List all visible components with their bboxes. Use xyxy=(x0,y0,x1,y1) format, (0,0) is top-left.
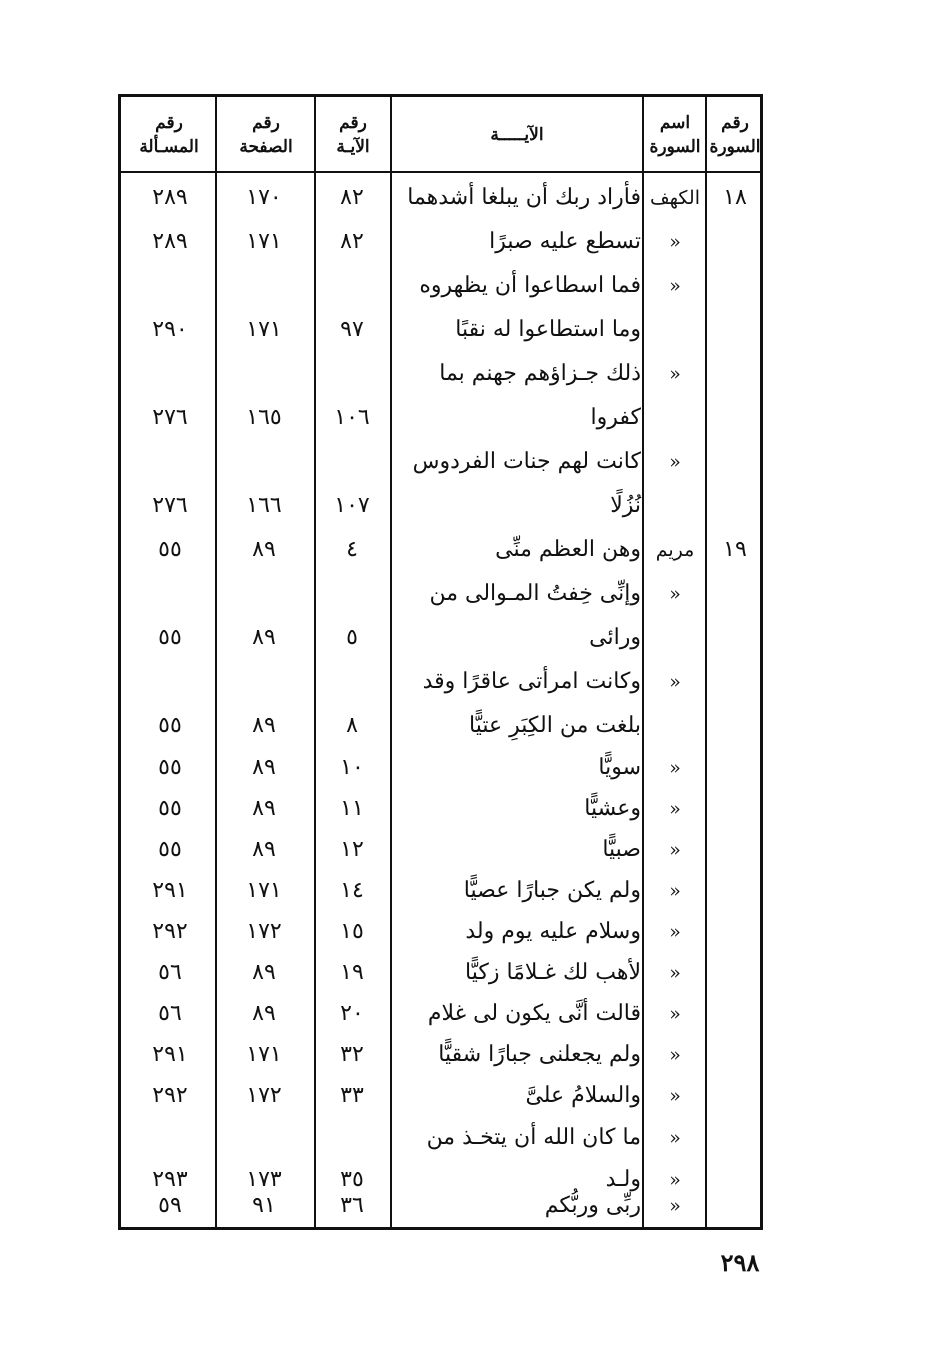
issue-number: ٥٩ xyxy=(158,1193,182,1218)
ayah-text: ذلك جـزاؤهم جهنم بما xyxy=(439,361,641,386)
sura-name: » xyxy=(669,798,681,820)
ayah-number: ١٩ xyxy=(340,960,364,985)
page-number-cell: ١٦٥ xyxy=(246,405,282,430)
ayah-number: ٥ xyxy=(346,625,358,650)
index-table xyxy=(118,94,763,1230)
sura-name xyxy=(645,485,705,527)
sura-name: » xyxy=(669,1127,681,1149)
ayah-text: كانت لهم جنات الفردوس xyxy=(412,449,641,474)
sura-name xyxy=(645,705,705,747)
ayah-number xyxy=(317,265,387,307)
page-number-cell: ١٧٣ xyxy=(246,1167,282,1192)
sura-number xyxy=(707,485,763,527)
issue-number: ٢٩٣ xyxy=(152,1167,188,1192)
sura-number xyxy=(707,870,763,912)
ayah-text: وما استطاعوا له نقبًا xyxy=(455,317,641,342)
ayah-number xyxy=(317,1117,387,1159)
ayah-number: ٨٢ xyxy=(340,185,364,210)
ayah-number xyxy=(317,573,387,615)
issue-number xyxy=(127,265,213,307)
page-number-cell: ٨٩ xyxy=(252,837,276,862)
ayah-text: والسلامُ علىَّ xyxy=(525,1083,641,1108)
issue-number: ٥٥ xyxy=(158,625,182,650)
issue-number xyxy=(127,573,213,615)
page-number-cell: ٨٩ xyxy=(252,755,276,780)
page-number-cell: ٩١ xyxy=(252,1193,276,1218)
table-row xyxy=(121,353,760,395)
page-number-cell: ١٧٠ xyxy=(246,185,282,210)
issue-number: ٥٥ xyxy=(158,713,182,738)
issue-number: ٢٩٢ xyxy=(152,1083,188,1108)
header-text: السورة xyxy=(709,137,761,157)
ayah-number: ٩٧ xyxy=(340,317,364,342)
sura-number xyxy=(707,829,763,871)
issue-number xyxy=(127,441,213,483)
sura-name: » xyxy=(669,921,681,943)
sura-name: » xyxy=(669,880,681,902)
issue-number: ٢٨٩ xyxy=(152,229,188,254)
header-text: رقم xyxy=(155,113,183,133)
page-number-cell xyxy=(219,441,309,483)
sura-number xyxy=(707,353,763,395)
ayah-text: تسطع عليه صبرًا xyxy=(489,229,641,254)
ayah-number: ٨ xyxy=(346,713,358,738)
issue-number xyxy=(127,353,213,395)
issue-number: ٥٥ xyxy=(158,755,182,780)
header-text: الآيـة xyxy=(336,137,370,157)
sura-name: » xyxy=(669,1044,681,1066)
sura-name xyxy=(645,309,705,351)
table-row xyxy=(121,788,760,830)
sura-number xyxy=(707,993,763,1035)
sura-number: ١٨ xyxy=(723,185,747,210)
ayah-text: كفروا xyxy=(590,405,641,430)
issue-number xyxy=(127,1117,213,1159)
ayah-number: ١٢ xyxy=(340,837,364,862)
ayah-number: ١٤ xyxy=(340,878,364,903)
sura-name: » xyxy=(669,1195,681,1217)
table-row xyxy=(121,829,760,871)
page-number-cell: ١٧١ xyxy=(246,317,282,342)
issue-number: ٥٥ xyxy=(158,537,182,562)
issue-number: ٢٨٩ xyxy=(152,185,188,210)
sura-name: » xyxy=(669,1169,681,1191)
page-number-cell: ٨٩ xyxy=(252,625,276,650)
sura-name: » xyxy=(669,231,681,253)
sura-name: » xyxy=(669,671,681,693)
table-row xyxy=(121,573,760,615)
sura-number: ١٩ xyxy=(723,537,747,562)
header-issue-number xyxy=(123,111,215,159)
issue-number: ٢٧٦ xyxy=(152,493,188,518)
table-row xyxy=(121,747,760,789)
issue-number: ٢٩١ xyxy=(152,1042,188,1067)
table-row xyxy=(121,529,760,571)
sura-number xyxy=(707,309,763,351)
header-ayah-number xyxy=(316,111,390,159)
header-rule xyxy=(121,171,760,173)
ayah-number: ١٠ xyxy=(340,755,364,780)
sura-number xyxy=(707,1117,763,1159)
ayah-text: صبيًّا xyxy=(602,837,641,862)
page-number-cell: ١٧٢ xyxy=(246,1083,282,1108)
ayah-number: ٤ xyxy=(346,537,358,562)
ayah-text: وهن العظم منِّى xyxy=(495,537,641,562)
ayah-text: ما كان الله أن يتخـذ من xyxy=(426,1125,641,1150)
ayah-number: ٣٦ xyxy=(340,1193,364,1218)
page-number-cell xyxy=(219,661,309,703)
sura-number xyxy=(707,221,763,263)
page-number-cell: ٨٩ xyxy=(252,960,276,985)
sura-number xyxy=(707,747,763,789)
page-number-cell: ١٦٦ xyxy=(246,493,282,518)
sura-name xyxy=(645,617,705,659)
header-text: المسـألة xyxy=(139,137,199,157)
header-text: الصفحة xyxy=(239,137,293,157)
issue-number: ٥٦ xyxy=(158,960,182,985)
header-text: رقم xyxy=(339,113,367,133)
table-row xyxy=(121,705,760,747)
page-number-cell: ١٧١ xyxy=(246,229,282,254)
sura-name: » xyxy=(669,1085,681,1107)
table-row xyxy=(121,485,760,527)
page-number-cell xyxy=(219,353,309,395)
page-number-cell xyxy=(219,265,309,307)
issue-number: ٥٥ xyxy=(158,796,182,821)
table-row xyxy=(121,870,760,912)
ayah-number: ٣٣ xyxy=(340,1083,364,1108)
issue-number: ٥٥ xyxy=(158,837,182,862)
sura-number xyxy=(707,911,763,953)
sura-name: » xyxy=(669,1003,681,1025)
sura-number xyxy=(707,788,763,830)
table-row xyxy=(121,617,760,659)
sura-name: الكهف xyxy=(650,187,700,209)
sura-number xyxy=(707,661,763,703)
table-row xyxy=(121,1034,760,1076)
table-row xyxy=(121,1075,760,1117)
sura-name: » xyxy=(669,583,681,605)
ayah-number: ١٠٦ xyxy=(334,405,370,430)
ayah-number: ٣٢ xyxy=(340,1042,364,1067)
sura-name: مريم xyxy=(655,539,695,561)
page-number-cell: ٨٩ xyxy=(252,713,276,738)
table-row xyxy=(121,265,760,307)
page-number: ٢٩٨ xyxy=(720,1248,760,1277)
ayah-number: ١٥ xyxy=(340,919,364,944)
ayah-text: وإنِّى خِفتُ المـوالى من xyxy=(429,581,641,606)
ayah-number xyxy=(317,441,387,483)
sura-number xyxy=(707,1034,763,1076)
ayah-text: ورائى xyxy=(589,625,641,650)
ayah-text: ولم يكن جبارًا عصيًّا xyxy=(463,878,641,903)
ayah-number xyxy=(317,661,387,703)
table-row xyxy=(121,221,760,263)
ayah-number: ٣٥ xyxy=(340,1167,364,1192)
table-row xyxy=(121,911,760,953)
header-page-number xyxy=(217,111,315,159)
ayah-text: لأهب لك غـلامًا زكيًّا xyxy=(465,960,641,985)
ayah-number: ٢٠ xyxy=(340,1001,364,1026)
sura-number xyxy=(707,617,763,659)
header-sura-name xyxy=(644,111,706,159)
table-row xyxy=(121,397,760,439)
page-number-cell: ١٧١ xyxy=(246,1042,282,1067)
ayah-number xyxy=(317,353,387,395)
sura-number xyxy=(707,265,763,307)
ayah-text: وسلام عليه يوم ولد xyxy=(465,919,641,944)
page-number-cell: ١٧٢ xyxy=(246,919,282,944)
ayah-text: وعشيًّا xyxy=(584,796,641,821)
header-text: رقم xyxy=(721,113,749,133)
sura-number xyxy=(707,397,763,439)
ayah-text: وكانت امرأتى عاقرًا وقد xyxy=(422,669,641,694)
table-row xyxy=(121,952,760,994)
table-row xyxy=(121,309,760,351)
page-number-cell: ٨٩ xyxy=(252,1001,276,1026)
ayah-number: ٨٢ xyxy=(340,229,364,254)
ayah-number: ١١ xyxy=(340,796,364,821)
issue-number xyxy=(127,661,213,703)
table-row xyxy=(121,1185,760,1227)
table-row xyxy=(121,441,760,483)
ayah-text: سويًّا xyxy=(598,755,641,780)
sura-number xyxy=(707,952,763,994)
ayah-text: بلغت من الكِبَرِ عتيًّا xyxy=(469,713,641,738)
page-number-cell: ١٧١ xyxy=(246,878,282,903)
page-number-cell: ٨٩ xyxy=(252,537,276,562)
sura-number xyxy=(707,573,763,615)
issue-number: ٥٦ xyxy=(158,1001,182,1026)
ayah-text: فما اسطاعوا أن يظهروه xyxy=(419,273,641,298)
table-row xyxy=(121,661,760,703)
header-text: اسم xyxy=(659,113,691,133)
header-ayah xyxy=(392,123,642,147)
issue-number: ٢٧٦ xyxy=(152,405,188,430)
page-number-cell: ٨٩ xyxy=(252,796,276,821)
sura-number xyxy=(707,1185,763,1227)
sura-number xyxy=(707,441,763,483)
header-text: رقم xyxy=(252,113,280,133)
sura-name: » xyxy=(669,962,681,984)
issue-number: ٢٩٢ xyxy=(152,919,188,944)
sura-name xyxy=(645,397,705,439)
ayah-text: فأراد ربك أن يبلغا أشدهما xyxy=(407,185,641,210)
ayah-text: ولم يجعلنى جبارًا شقيًّا xyxy=(438,1042,641,1067)
header-text: السورة xyxy=(649,137,701,157)
sura-name: » xyxy=(669,839,681,861)
table-row xyxy=(121,993,760,1035)
ayah-text: نُزُلًا xyxy=(610,493,641,518)
ayah-text: ربِّى وربُّكم xyxy=(544,1193,641,1218)
issue-number: ٢٩١ xyxy=(152,878,188,903)
ayah-number: ١٠٧ xyxy=(334,493,370,518)
table-row xyxy=(121,177,760,219)
ayah-text: ولـد xyxy=(605,1167,641,1192)
sura-name: » xyxy=(669,757,681,779)
sura-name: » xyxy=(669,451,681,473)
issue-number: ٢٩٠ xyxy=(152,317,188,342)
table-row xyxy=(121,1117,760,1159)
header-text: الآيـــــة xyxy=(490,125,544,145)
page-number-cell xyxy=(219,1117,309,1159)
ayah-text: قالت أنَّى يكون لى غلام xyxy=(427,1001,641,1026)
page-number-cell xyxy=(219,573,309,615)
header-sura-number xyxy=(707,111,763,159)
sura-name: » xyxy=(669,275,681,297)
sura-number xyxy=(707,705,763,747)
sura-number xyxy=(707,1075,763,1117)
sura-name: » xyxy=(669,363,681,385)
